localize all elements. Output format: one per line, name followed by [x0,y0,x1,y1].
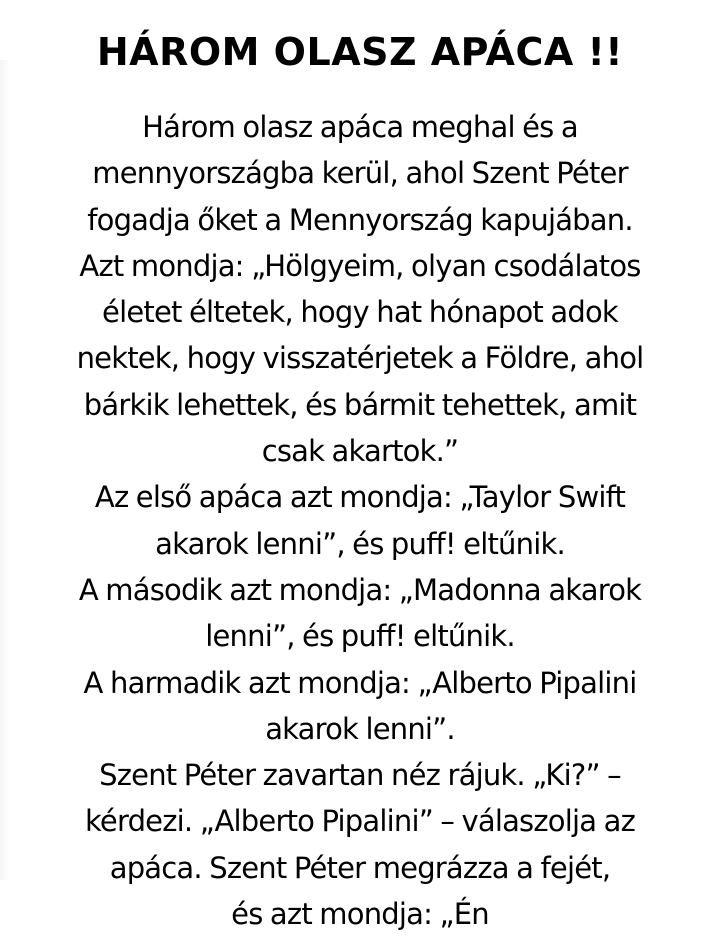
text-line: Az első apáca azt mondja: „Taylor Swift [94,480,626,515]
text-line: nektek, hogy visszatérjetek a Földre, ahol [76,341,644,376]
page-title: HÁROM OLASZ APÁCA !! [96,30,624,74]
text-line: kérdezi. „Alberto Pipalini” – válaszolja az [84,804,636,839]
text-line: akarok lenni”. [265,711,455,746]
text-line: lenni”, és puff! eltűnik. [205,619,515,654]
text-line: fogadja őket a Mennyország kapujában. [87,202,633,237]
text-line: életet éltetek, hogy hat hónapot adok [102,295,618,330]
text-line: Három olasz apáca meghal és a [142,110,578,144]
story-text [20,104,700,937]
text-line: A harmadik azt mondja: „Alberto Pipalini [83,665,637,700]
text-line: mennyországba kerül, ahol Szent Péter [92,156,628,191]
text-line: akarok lenni”, és puff! eltűnik. [155,526,565,561]
text-line: bárkik lehettek, és bármit tehettek, amit [83,387,637,422]
page-edge-shadow [0,60,10,880]
text-line: Szent Péter zavartan néz rájuk. „Ki?” – [99,758,621,793]
text-line: és azt mondja: „Én [231,897,489,932]
text-line: Azt mondja: „Hölgyeim, olyan csodálatos [79,248,641,283]
text-line: csak akartok.” [261,434,459,469]
text-line: apáca. Szent Péter megrázza a fejét, [109,850,611,885]
text-line: A második azt mondja: „Madonna akarok [78,572,642,607]
